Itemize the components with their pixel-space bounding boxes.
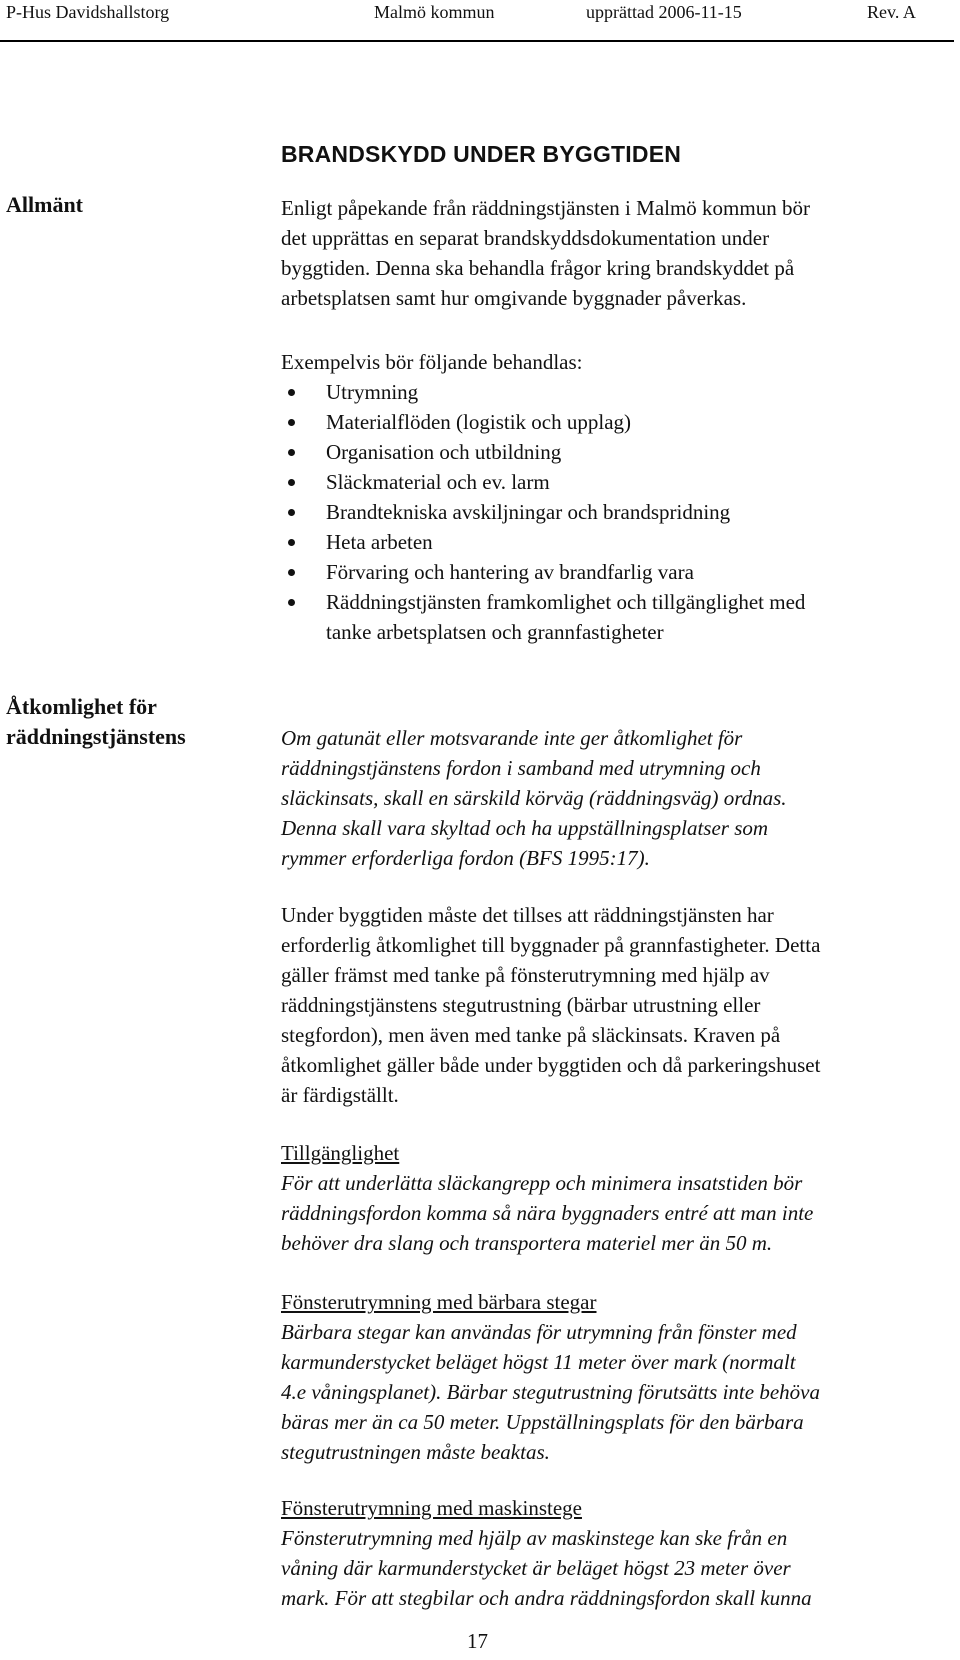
text-line: räddningstjänstens fordon i samband med utrymning och xyxy=(281,756,761,780)
list-intro: Exempelvis bör följande behandlas: xyxy=(281,350,583,374)
list-item-text: Organisation och utbildning xyxy=(326,440,562,464)
text-line: åtkomlighet gäller både under byggtiden och då parkeringshuset xyxy=(281,1053,821,1077)
page-title: BRANDSKYDD UNDER BYGGTIDEN xyxy=(281,141,682,167)
text-line: räddningstjänstens stegutrustning (bärbar utrustning eller xyxy=(281,993,761,1017)
list-item xyxy=(281,587,805,647)
maskinstege-block xyxy=(281,1493,951,1613)
subheading-maskinstege: Fönsterutrymning med maskinstege xyxy=(281,1496,582,1520)
section-label-allmant: Allmänt xyxy=(6,192,83,217)
text-line: är färdigställt. xyxy=(281,1083,399,1107)
list-item-text: Materialflöden (logistik och upplag) xyxy=(326,410,632,434)
text-line: karmunderstycket beläget högst 11 meter över mark (normalt xyxy=(281,1350,796,1374)
text-line: Under byggtiden måste det tillses att räddningstjänsten har xyxy=(281,903,774,927)
text-line: behöver dra slang och transportera materiel mer än 50 m. xyxy=(281,1231,773,1255)
text-line: stegfordon), men även med tanke på släckinsats. Kraven på xyxy=(281,1023,781,1047)
text-line: det upprättas en separat brandskyddsdokumentation under xyxy=(281,226,770,250)
text-line: Bärbara stegar kan användas för utrymning från fönster med xyxy=(281,1320,797,1344)
text-line: bäras mer än ca 50 meter. Uppställningsplats för den bärbara xyxy=(281,1410,804,1434)
list-item-text: Utrymning xyxy=(326,380,419,404)
subheading-barbara-stegar: Fönsterutrymning med bärbara stegar xyxy=(281,1290,597,1314)
allmant-intro-paragraph xyxy=(281,193,951,313)
text-line: stegutrustningen måste beaktas. xyxy=(281,1440,550,1464)
text-line: våning där karmunderstycket är beläget högst 23 meter över xyxy=(281,1556,791,1580)
list-item xyxy=(281,407,805,437)
text-line: byggtiden. Denna ska behandla frågor kring brandskyddet på xyxy=(281,256,795,280)
text-line: Fönsterutrymning med hjälp av maskinstege kan ske från en xyxy=(281,1526,788,1550)
list-item xyxy=(281,527,805,557)
topics-list xyxy=(281,377,805,647)
page-header xyxy=(0,0,954,42)
barbara-stegar-block xyxy=(281,1287,951,1467)
text-line: För att underlätta släckangrepp och minimera insatstiden bör xyxy=(281,1171,803,1195)
text-line: mark. För att stegbilar och andra räddningsfordon skall kunna xyxy=(281,1586,812,1610)
list-item-text: tanke arbetsplatsen och grannfastigheter xyxy=(326,620,664,644)
section-label-atkomlighet xyxy=(6,692,186,752)
text-line: 4.e våningsplanet). Bärbar stegutrustning förutsätts inte behöva xyxy=(281,1380,820,1404)
text-line: Om gatunät eller motsvarande inte ger åtkomlighet för xyxy=(281,726,743,750)
text-line: räddningsfordon komma så nära byggnaders entré att man inte xyxy=(281,1201,814,1225)
list-item-text: Heta arbeten xyxy=(326,530,433,554)
section-label-line: räddningstjänstens xyxy=(6,724,186,749)
subheading-tillganglighet: Tillgänglighet xyxy=(281,1141,400,1165)
page-number: 17 xyxy=(467,1629,488,1653)
header-revision: Rev. A xyxy=(867,2,916,22)
header-project: P-Hus Davidshallstorg xyxy=(6,2,170,22)
text-line: rymmer erforderliga fordon (BFS 1995:17). xyxy=(281,846,650,870)
list-item xyxy=(281,557,805,587)
section-label-line: Åtkomlighet för xyxy=(6,694,157,719)
list-item xyxy=(281,497,805,527)
header-municipality: Malmö kommun xyxy=(374,2,495,22)
list-item-text: Förvaring och hantering av brandfarlig vara xyxy=(326,560,694,584)
text-line: släckinsats, skall en särskild körväg (räddningsväg) ordnas. xyxy=(281,786,787,810)
list-item xyxy=(281,377,805,407)
text-line: Enligt påpekande från räddningstjänsten i Malmö kommun bör xyxy=(281,196,810,220)
list-item-text: Släckmaterial och ev. larm xyxy=(326,470,550,494)
text-line: Denna skall vara skyltad och ha uppställningsplatser som xyxy=(281,816,769,840)
list-item xyxy=(281,437,805,467)
construction-paragraph xyxy=(281,900,951,1110)
tillganglighet-block xyxy=(281,1138,951,1258)
list-item-text: Brandtekniska avskiljningar och brandspridning xyxy=(326,500,731,524)
list-item xyxy=(281,467,805,497)
text-line: arbetsplatsen samt hur omgivande byggnader påverkas. xyxy=(281,286,747,310)
header-date: upprättad 2006-11-15 xyxy=(586,2,742,22)
text-line: erforderlig åtkomlighet till byggnader på grannfastigheter. Detta xyxy=(281,933,821,957)
list-item-text: Räddningstjänsten framkomlighet och tillgänglighet med xyxy=(326,590,806,614)
regulation-paragraph xyxy=(281,723,951,873)
text-line: gäller främst med tanke på fönsterutrymning med hjälp av xyxy=(281,963,770,987)
